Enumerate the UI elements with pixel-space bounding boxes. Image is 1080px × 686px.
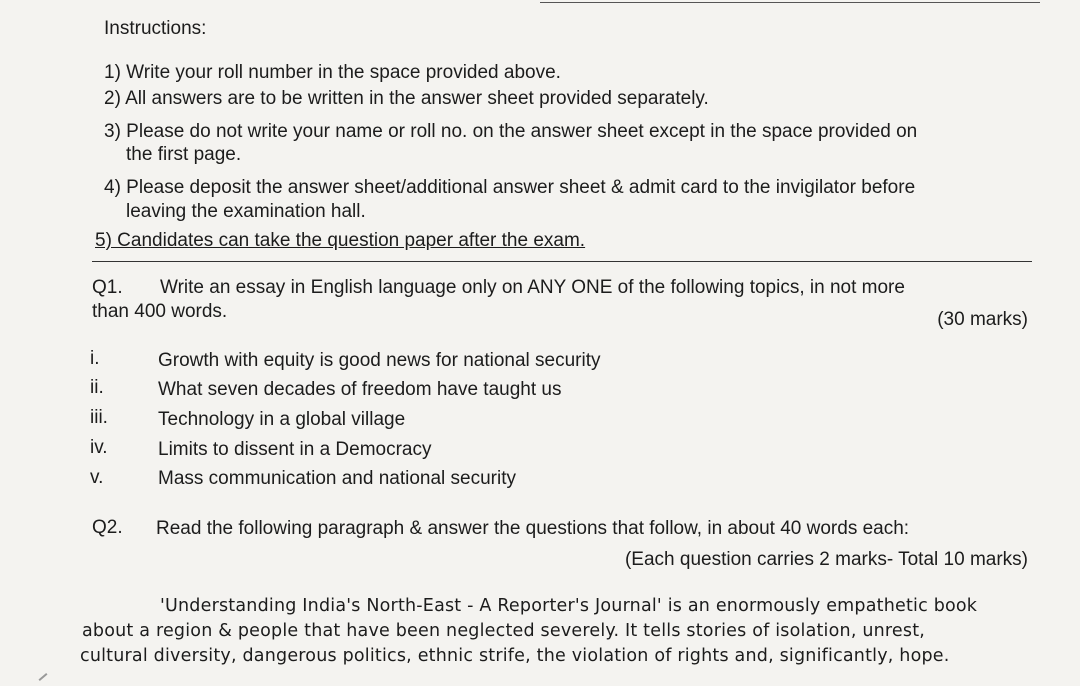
topic-number-2: ii. [90, 377, 104, 398]
instruction-item-1: 1) Write your roll number in the space provided above. [104, 62, 561, 83]
instructions-heading: Instructions: [104, 18, 207, 39]
topic-text-1: Growth with equity is good news for national security [158, 350, 601, 371]
q2-number: Q2. [92, 517, 123, 538]
instruction-item-3: 3) Please do not write your name or roll no. on the answer sheet except in the space provided on [104, 121, 918, 142]
topic-text-4: Limits to dissent in a Democracy [158, 439, 432, 460]
topic-number-5: v. [90, 467, 104, 488]
instruction-item-2: 2) All answers are to be written in the answer sheet provided separately. [104, 88, 709, 109]
instruction-item-5: 5) Candidates can take the question paper after the exam. [95, 230, 586, 251]
passage-line-3: cultural diversity, dangerous politics, ethnic strife, the violation of rights and, significantly, hope. [80, 646, 950, 666]
topic-text-3: Technology in a global village [158, 409, 406, 430]
topic-text-5: Mass communication and national security [158, 468, 517, 489]
q2-text: Read the following paragraph & answer the questions that follow, in about 40 words each: [156, 518, 910, 539]
q1-text-line1: Write an essay in English language only on ANY ONE of the following topics, in not more [160, 277, 905, 298]
instruction-item-4-cont: leaving the examination hall. [126, 201, 366, 222]
stray-mark [39, 673, 48, 681]
topic-number-1: i. [90, 348, 100, 369]
q2-marks: (Each question carries 2 marks- Total 10 marks) [624, 549, 1028, 570]
topic-text-2: What seven decades of freedom have taught us [158, 379, 562, 400]
q1-number: Q1. [92, 277, 123, 298]
instruction-item-3-cont: the first page. [126, 144, 242, 165]
top-rule [540, 2, 1040, 3]
topic-number-3: iii. [90, 407, 108, 428]
q1-text-line2: than 400 words. [92, 301, 228, 322]
q1-marks: (30 marks) [937, 309, 1028, 330]
passage-line-2: about a region & people that have been neglected severely. It tells stories of isolation, unrest, [82, 621, 926, 641]
passage-line-1: 'Understanding India's North-East - A Reporter's Journal' is an enormously empathetic book [160, 596, 978, 616]
section-divider [92, 261, 1032, 262]
instruction-item-4: 4) Please deposit the answer sheet/additional answer sheet & admit card to the invigilator before [104, 177, 916, 198]
topic-number-4: iv. [90, 437, 108, 458]
